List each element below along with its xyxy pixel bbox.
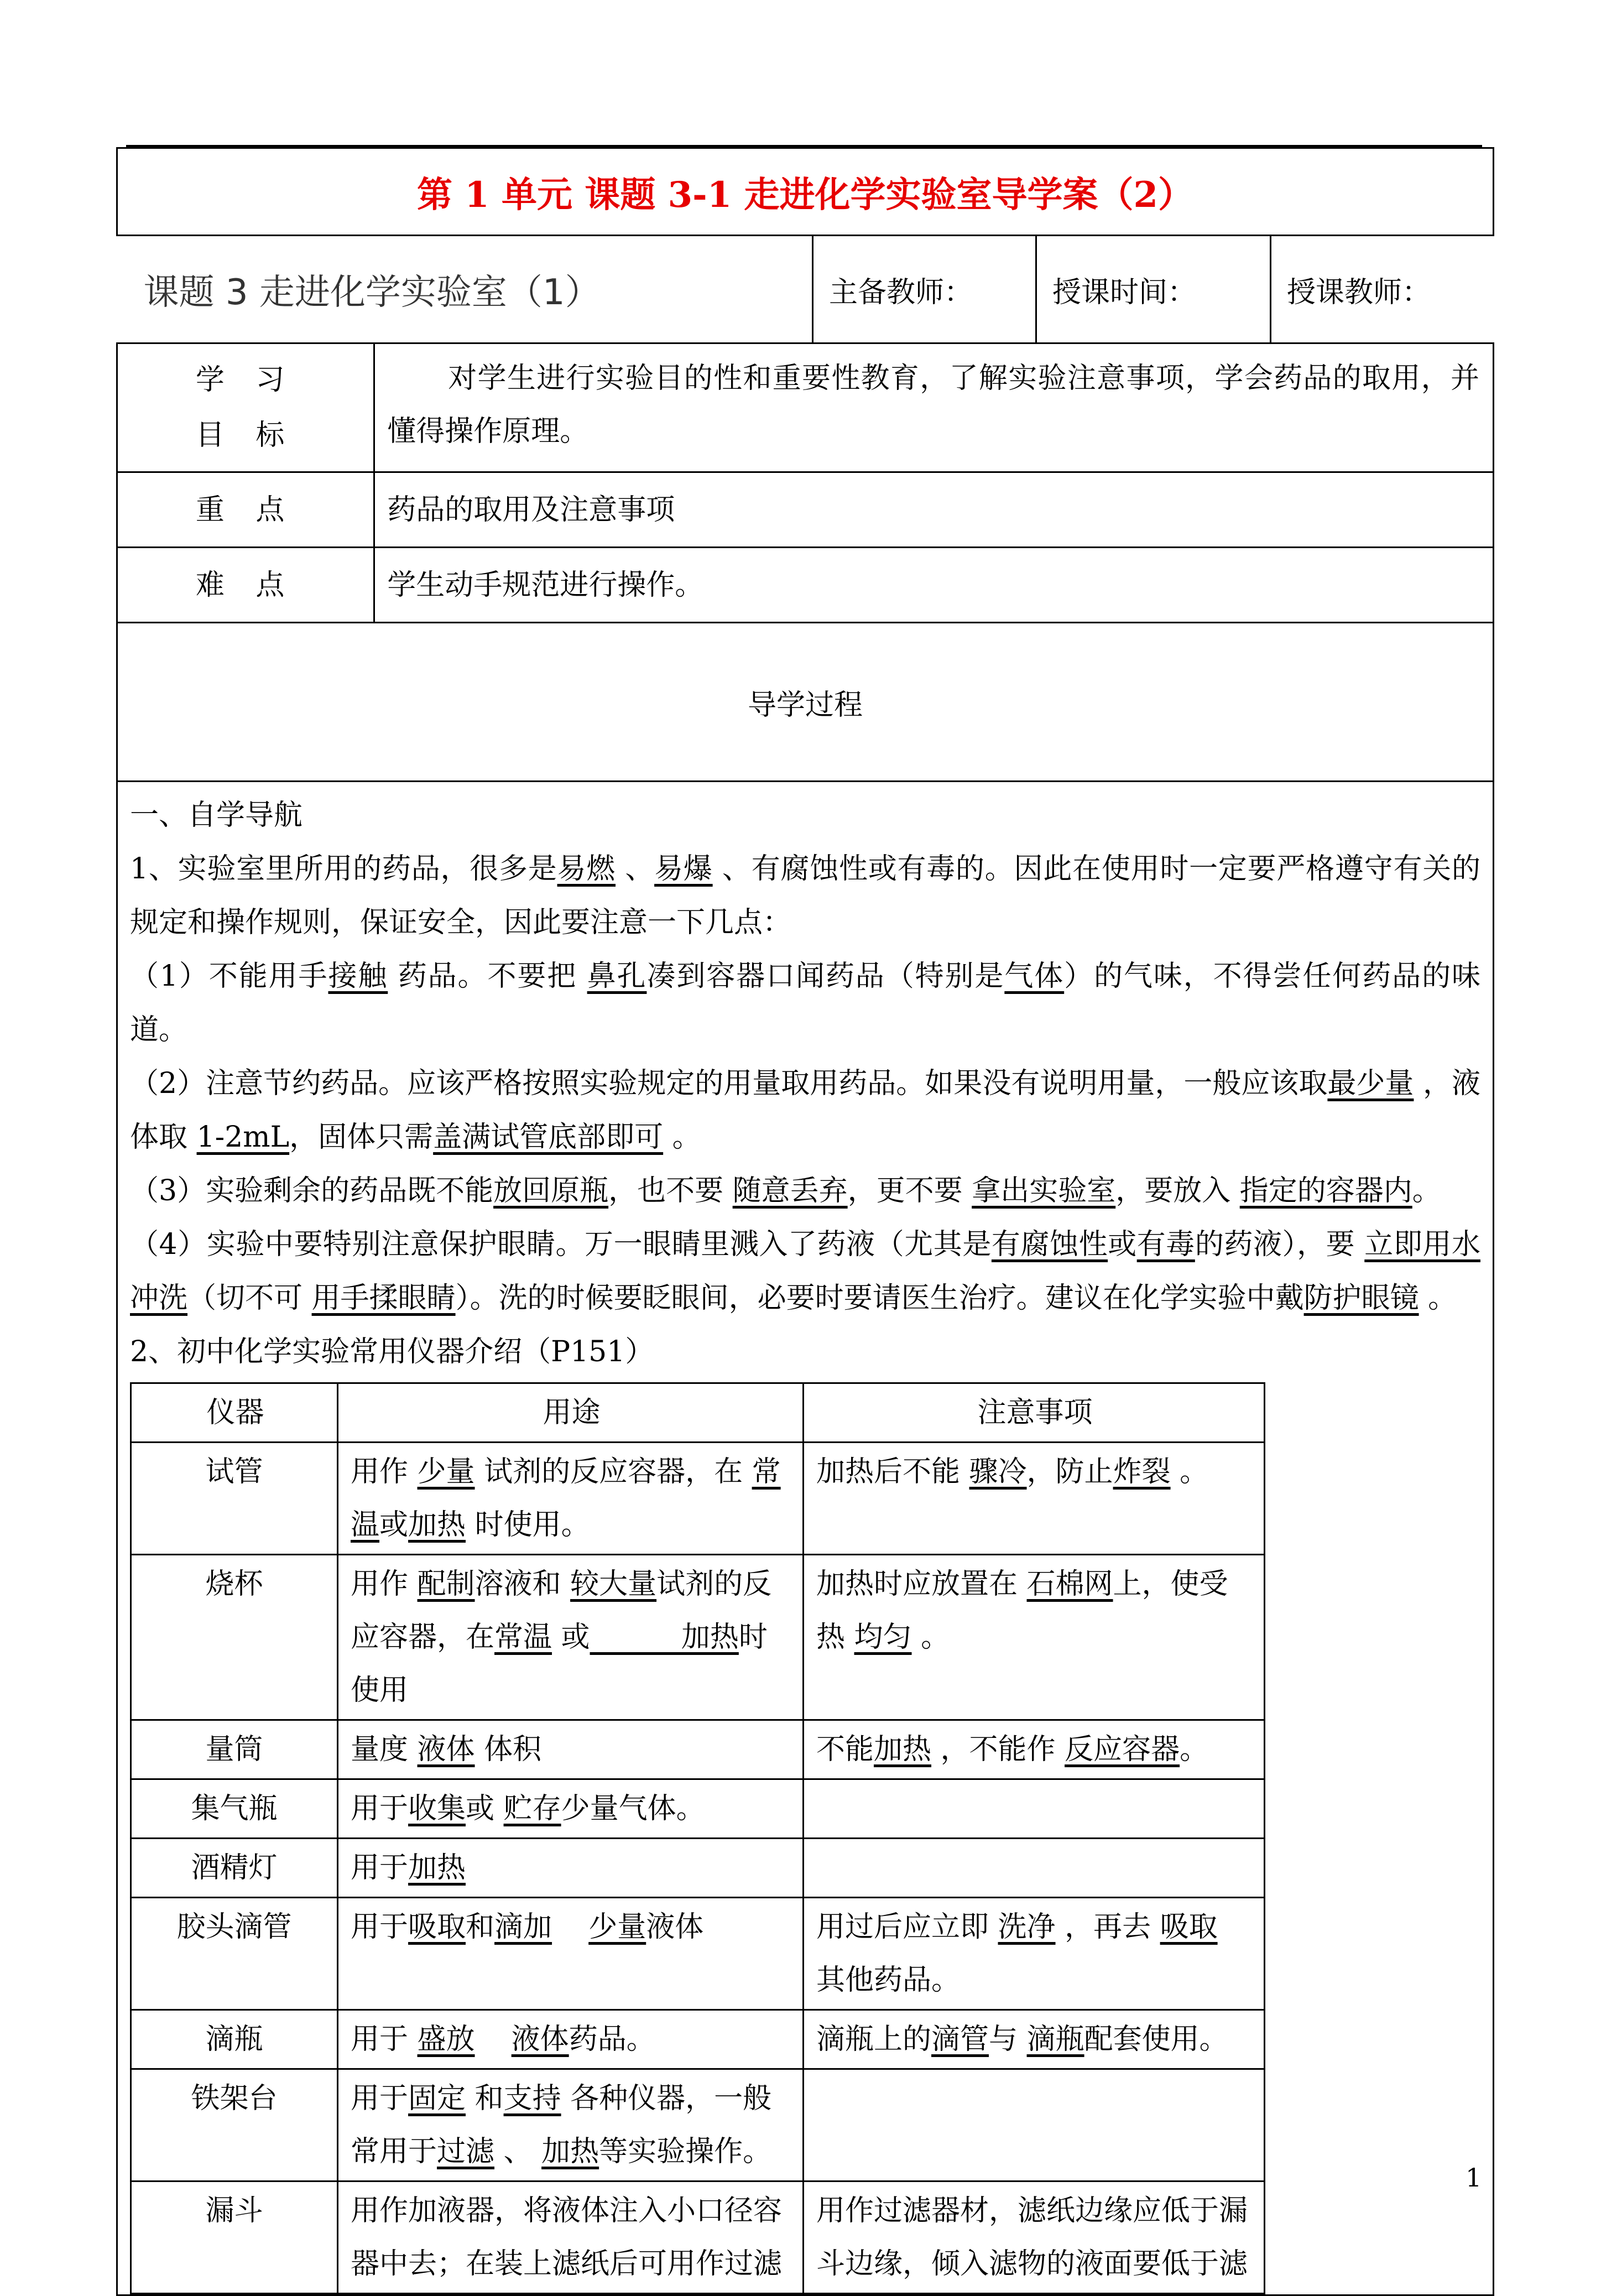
- table-row: [131, 2010, 1265, 2069]
- instrument-use: 用作加液器，将液体注入小口径容器中去；在装上滤纸后可用作过滤: [338, 2182, 804, 2294]
- rule-1: （1）不能用手接触 药品。不要把 鼻孔凑到容器口闻药品（特别是气体）的气味，不得尝任何药品的味道。: [130, 960, 1480, 1047]
- instrument-use: 用于吸取和滴加 少量液体: [338, 1898, 804, 2010]
- instrument-name: 烧杯: [131, 1555, 338, 1720]
- difficulty-text: 学生动手规范进行操作。: [374, 548, 1494, 623]
- instrument-name: 试管: [131, 1443, 338, 1555]
- course-title: 课题 3 走进化学实验室（1）: [117, 236, 813, 342]
- instrument-note: 滴瓶上的滴管与 滴瓶配套使用。: [804, 2010, 1265, 2069]
- column-header: 注意事项: [804, 1383, 1265, 1443]
- instrument-note: 不能加热 ，不能作 反应容器。: [804, 1720, 1265, 1779]
- instrument-name: 漏斗: [131, 2182, 338, 2294]
- document-title: 第 1 单元 课题 3-1 走进化学实验室导学案（2）: [117, 148, 1494, 236]
- teacher-label: 授课教师：: [1287, 275, 1431, 309]
- column-header: 仪器: [131, 1383, 338, 1443]
- key-point-label: 重 点: [117, 472, 374, 548]
- table-row: [131, 1443, 1265, 1555]
- table-row: [131, 1555, 1265, 1720]
- instrument-name: 滴瓶: [131, 2010, 338, 2069]
- instrument-use: 用于固定 和支持 各种仪器，一般常用于过滤 、 加热等实验操作。: [338, 2069, 804, 2182]
- table-row: [131, 2182, 1265, 2294]
- instrument-name: 量筒: [131, 1720, 338, 1779]
- lesson-plan-frame: [116, 147, 1494, 2281]
- instrument-table: [130, 1382, 1265, 2294]
- rule-3: （3）实验剩余的药品既不能放回原瓶，也不要 随意丢弃，更不要 拿出实验室，要放入 指定的容器内。: [130, 1174, 1441, 1207]
- table-row: [131, 1898, 1265, 2010]
- instrument-use: 用于加热: [338, 1839, 804, 1898]
- instrument-note: [804, 1779, 1265, 1839]
- instrument-name: 酒精灯: [131, 1839, 338, 1898]
- section-heading: 一、自学导航: [130, 799, 303, 832]
- instrument-use: 用于 盛放 液体药品。: [338, 2010, 804, 2069]
- goals-label: 学 习 目 标: [117, 343, 374, 472]
- key-point-text: 药品的取用及注意事项: [374, 472, 1494, 548]
- guided-study-body: [117, 782, 1494, 2295]
- table-row: [131, 1720, 1265, 1779]
- rule-4: （4）实验中要特别注意保护眼睛。万一眼睛里溅入了药液（尤其是有腐蚀性或有毒的药液），要 立即用水冲洗（切不可 用手揉眼睛）。洗的时候要眨眼间，必要时要请医生治疗。建议在化学实验中戴防护眼镜 。: [130, 1228, 1480, 1315]
- instrument-name: 胶头滴管: [131, 1898, 338, 2010]
- table-row: [131, 1779, 1265, 1839]
- instrument-use: 用作 配制溶液和 较大量试剂的反应容器，在常温 或 加热时使用: [338, 1555, 804, 1720]
- item-1: 1、实验室里所用的药品，很多是易燃 、易爆 、有腐蚀性或有毒的。因此在使用时一定要严格遵守有关的规定和操作规则，保证安全，因此要注意一下几点：: [130, 852, 1480, 939]
- goals-text: 对学生进行实验目的性和重要性教育，了解实验注意事项，学会药品的取用，并懂得操作原理。: [374, 343, 1494, 472]
- instrument-name: 集气瓶: [131, 1779, 338, 1839]
- difficulty-label: 难 点: [117, 548, 374, 623]
- instrument-use: 量度 液体 体积: [338, 1720, 804, 1779]
- instrument-note: 加热时应放置在 石棉网上，使受热 均匀 。: [804, 1555, 1265, 1720]
- instrument-use: 用作 少量 试剂的反应容器，在 常温或加热 时使用。: [338, 1443, 804, 1555]
- instrument-note: [804, 1839, 1265, 1898]
- instrument-name: 铁架台: [131, 2069, 338, 2182]
- instrument-note: 用作过滤器材，滤纸边缘应低于漏斗边缘，倾入滤物的液面要低于滤: [804, 2182, 1265, 2294]
- process-title: 导学过程: [117, 623, 1494, 782]
- instrument-note: [804, 2069, 1265, 2182]
- table-row: [131, 1839, 1265, 1898]
- instrument-use: 用于收集或 贮存少量气体。: [338, 1779, 804, 1839]
- instrument-note: 用过后应立即 洗净 ，再去 吸取 其他药品。: [804, 1898, 1265, 2010]
- lead-teacher-label: 主备教师：: [813, 236, 1036, 342]
- instrument-note: 加热后不能 骤冷，防止炸裂 。: [804, 1443, 1265, 1555]
- table-row: [131, 2069, 1265, 2182]
- rule-2: （2）注意节约药品。应该严格按照实验规定的用量取用药品。如果没有说明用量，一般应该取最少量 ，液体取 1-2mL，固体只需盖满试管底部即可 。: [130, 1067, 1480, 1154]
- class-time-label: 授课时间：: [1036, 236, 1271, 342]
- page-number: 1: [1466, 2163, 1482, 2193]
- table-header-row: [131, 1383, 1265, 1443]
- column-header: 用途: [338, 1383, 804, 1443]
- item-2: 2、初中化学实验常用仪器介绍（P151）: [130, 1335, 654, 1368]
